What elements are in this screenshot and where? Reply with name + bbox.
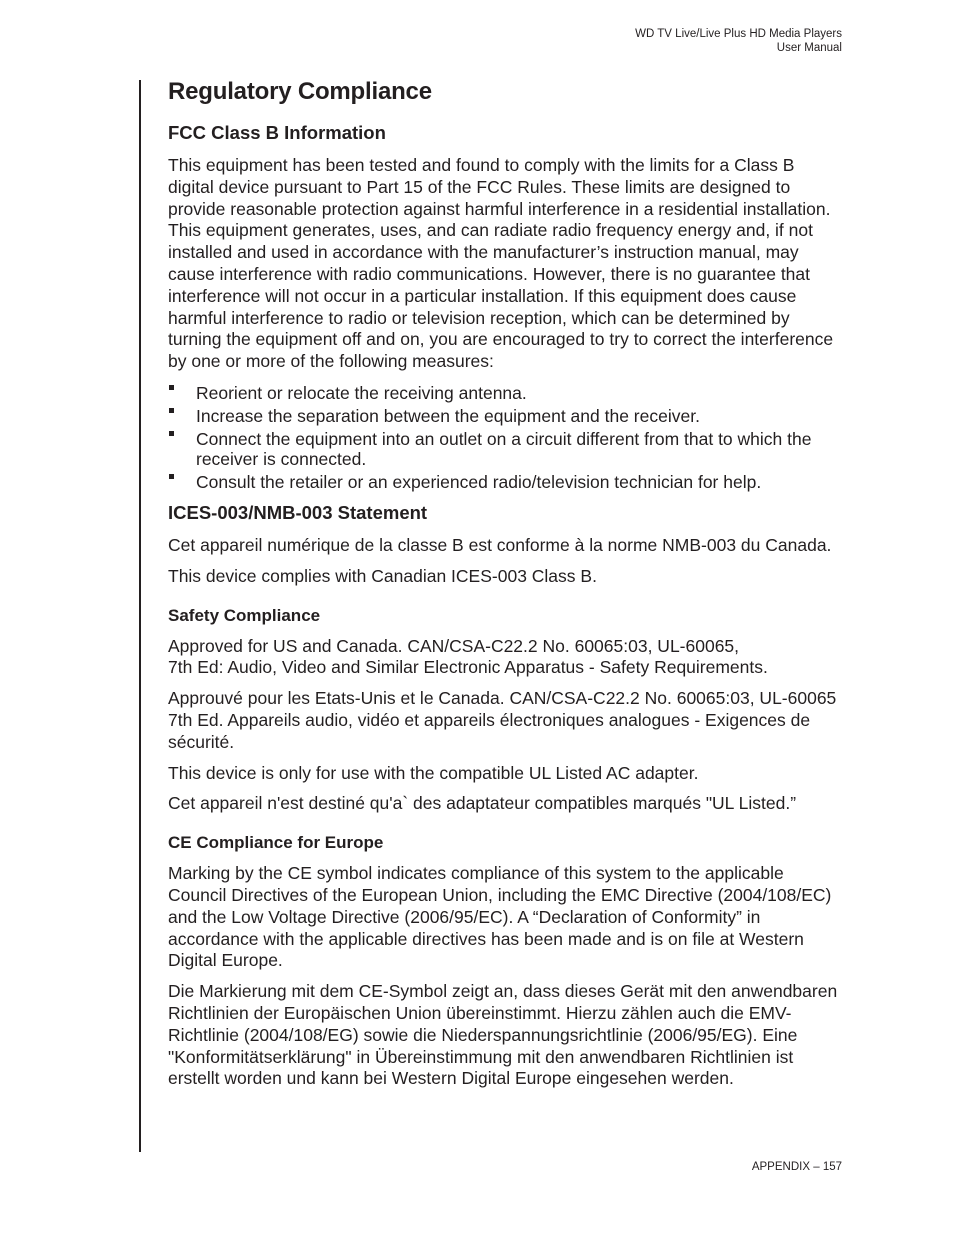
ices-french-statement: Cet appareil numérique de la classe B est conforme à la norme NMB-003 du Canada. xyxy=(168,534,832,555)
footer-section: APPENDIX xyxy=(751,1161,811,1173)
page-title: Regulatory Compliance xyxy=(168,78,432,105)
list-item: Reorient or relocate the receiving antenna. xyxy=(168,383,843,403)
safety-approval-english: Approved for US and Canada. CAN/CSA-C22.2 No. 60065:03, UL-60065, 7th Ed: Audio, Video and Similar Electronic Apparatus - Safety Requirements. xyxy=(168,635,768,678)
bullet-icon xyxy=(169,474,174,479)
safety-adapter-french: Cet appareil n'est destiné qu'a` des adaptateur compatibles marqués "UL Listed.” xyxy=(168,793,797,814)
header-manual-label: User Manual xyxy=(776,42,842,54)
ices-english-statement: This device complies with Canadian ICES-003 Class B. xyxy=(168,565,597,586)
safety-approval-french: Approuvé pour les Etats-Unis et le Canada. CAN/CSA-C22.2 No. 60065:03, UL-60065 7th Ed. Appareils audio, vidéo et appareils électroniques analogues - Exigences de sécurité. xyxy=(168,688,837,752)
page-content xyxy=(168,76,843,1090)
header-product-title: WD TV Live/Live Plus HD Media Players xyxy=(635,28,842,40)
ce-german-paragraph: Die Markierung mit dem CE-Symbol zeigt an, dass dieses Gerät mit den anwendbaren Richtlinien der Europäischen Union übereinstimmt. Hierzu zählen auch die EMV-Richtlinie (2004/108/EG) sowie die Niederspannungsrichtlinie (2006/95/EG). Eine "Konformitätserklärung" in Übereinstimmung mit den anwendbaren Richtlinien ist erstellt worden und kann bei Western Digital Europe eingesehen werden. xyxy=(168,981,838,1089)
margin-rule xyxy=(139,80,141,1152)
safety-heading: Safety Compliance xyxy=(168,605,321,625)
ices-heading: ICES-003/NMB-003 Statement xyxy=(168,501,428,523)
page-footer xyxy=(752,1161,842,1173)
ce-english-paragraph: Marking by the CE symbol indicates compliance of this system to the applicable Council Directives of the European Union, including the EMC Directive (2004/108/EC) and the Low Voltage Directive (2006/95/EC). A “Declaration of Conformity” in accordance with the applicable directives has been made and is on file at Western Digital Europe. xyxy=(168,863,832,971)
bullet-icon xyxy=(169,431,174,436)
bullet-icon xyxy=(169,385,174,390)
running-header xyxy=(635,27,842,55)
safety-adapter-english: This device is only for use with the compatible UL Listed AC adapter. xyxy=(168,762,699,783)
list-item: Connect the equipment into an outlet on a circuit different from that to which the receiver is connected. xyxy=(168,429,843,469)
footer-separator: – xyxy=(810,1161,823,1173)
list-item: Increase the separation between the equipment and the receiver. xyxy=(168,406,843,426)
fcc-measures-list xyxy=(168,383,843,492)
page-number: 157 xyxy=(822,1161,842,1173)
fcc-paragraph: This equipment has been tested and found to comply with the limits for a Class B digital device pursuant to Part 15 of the FCC Rules. These limits are designed to provide reasonable protection against harmful interference in a residential installation. This equipment generates, uses, and can radiate radio frequency energy and, if not installed and used in accordance with the manufacturer’s instruction manual, may cause interference with radio communications. However, there is no guarantee that interference will not occur in a particular installation. If this equipment does cause harmful interference to radio or television reception, which can be determined by turning the equipment off and on, you are encouraged to try to correct the interference by one or more of the following measures: xyxy=(168,155,834,372)
ce-heading: CE Compliance for Europe xyxy=(168,833,384,853)
list-item: Consult the retailer or an experienced radio/television technician for help. xyxy=(168,472,843,492)
bullet-icon xyxy=(169,408,174,413)
fcc-heading: FCC Class B Information xyxy=(168,122,386,143)
